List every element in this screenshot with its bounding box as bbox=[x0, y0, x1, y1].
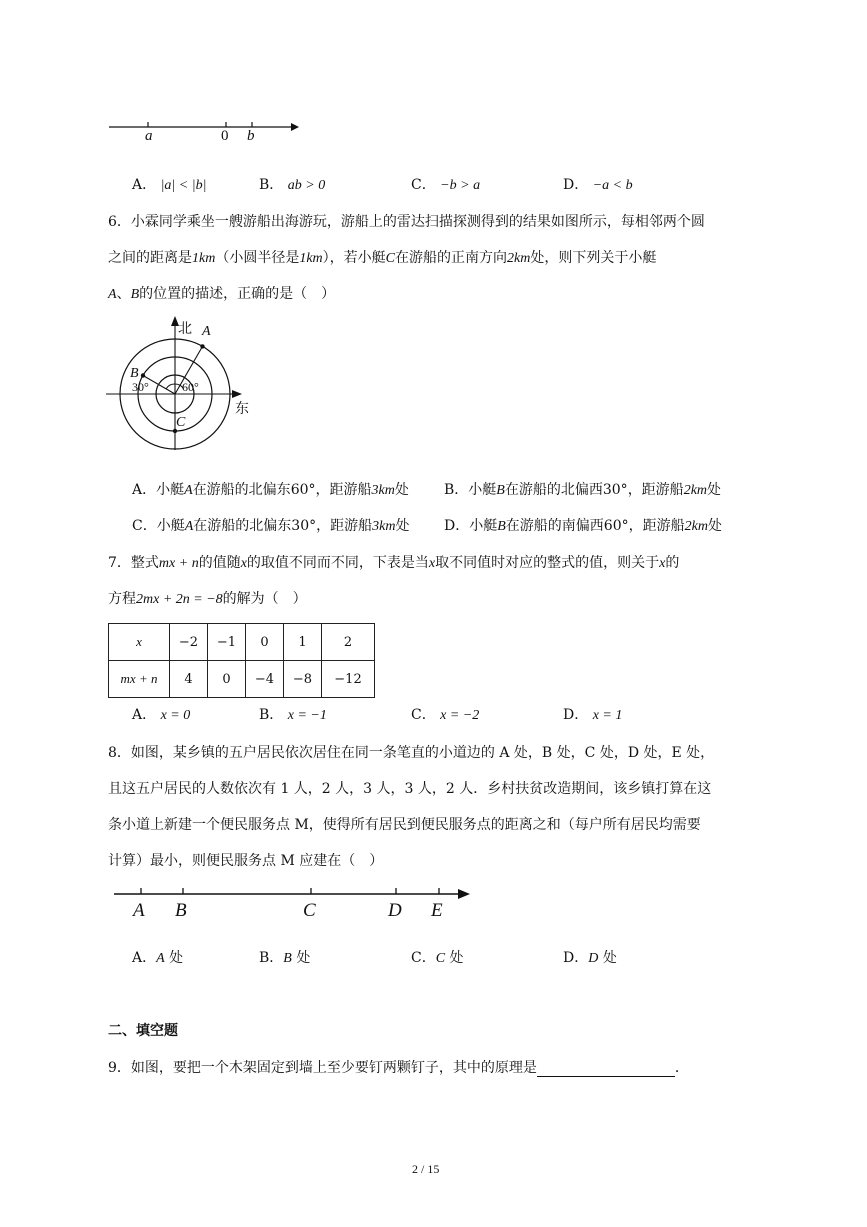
option-expr: ab > 0 bbox=[287, 178, 326, 193]
option-label: B． bbox=[259, 950, 284, 966]
option-text: 在游船的北偏西 bbox=[504, 482, 603, 498]
q8-option-b[interactable] bbox=[259, 947, 310, 967]
option-text: 处 bbox=[394, 482, 409, 498]
option-label: B． bbox=[259, 707, 284, 723]
option-expr: x = −2 bbox=[440, 708, 480, 723]
q8-point-a: A bbox=[133, 900, 145, 921]
table-cell: −8 bbox=[284, 661, 322, 698]
table-cell: −12 bbox=[322, 661, 375, 698]
option-label: C．小艇 bbox=[132, 518, 185, 534]
q6-east-label: 东 bbox=[235, 401, 249, 417]
q6-text: （小圆半径是 bbox=[215, 250, 300, 266]
table-cell: 0 bbox=[246, 624, 284, 661]
q6-line3 bbox=[108, 283, 335, 303]
option-text: 处 bbox=[707, 518, 722, 534]
q6-text: 之间的距离是 bbox=[108, 250, 192, 266]
option-text: 在游船的北偏东 bbox=[192, 482, 291, 498]
q7-text: 7．整式 bbox=[108, 555, 159, 571]
option-suffix: 处 bbox=[169, 950, 184, 966]
option-label: C． bbox=[411, 177, 436, 193]
option-text: 在游船的南偏西 bbox=[505, 518, 604, 534]
q7-expr: mx + n bbox=[158, 556, 199, 571]
option-degree: 30° bbox=[291, 518, 317, 534]
option-distance: 3km bbox=[371, 483, 395, 498]
q7-option-a[interactable] bbox=[132, 704, 190, 724]
option-label: D． bbox=[563, 177, 589, 193]
q7-value-table bbox=[108, 623, 375, 698]
q8-option-c[interactable] bbox=[411, 947, 464, 967]
table-row bbox=[109, 624, 375, 661]
q7-option-b[interactable] bbox=[259, 704, 327, 724]
option-distance: 3km bbox=[372, 519, 396, 534]
option-suffix: 处 bbox=[296, 950, 311, 966]
option-text: ，距游船 bbox=[316, 518, 373, 534]
option-suffix: 处 bbox=[449, 950, 464, 966]
option-text: 在游船的北偏东 bbox=[193, 518, 292, 534]
q7-text: 的 bbox=[665, 555, 680, 571]
q7-text: 取不同值时对应的整式的值，则关于 bbox=[435, 555, 660, 571]
table-cell: 1 bbox=[284, 624, 322, 661]
q7-var: x bbox=[428, 556, 436, 571]
table-cell: 4 bbox=[170, 661, 208, 698]
option-who: B bbox=[497, 519, 506, 534]
option-expr: −b > a bbox=[440, 178, 481, 193]
option-expr: −a < b bbox=[592, 178, 633, 193]
page-number: 2 / 15 bbox=[412, 1162, 440, 1176]
q6-option-c[interactable] bbox=[132, 515, 409, 535]
q6-line1: 6．小霖同学乘坐一艘游船出海游玩，游船上的雷达扫描探测得到的结果如图所示，每相邻两个圆 bbox=[108, 214, 705, 230]
q6-text: 处，则下列关于小艇 bbox=[530, 250, 657, 266]
option-label: A．小艇 bbox=[132, 482, 185, 498]
option-label: A． bbox=[132, 950, 157, 966]
q8-option-d[interactable] bbox=[563, 947, 617, 967]
q6-unit: 1km bbox=[299, 251, 323, 266]
q6-option-b[interactable] bbox=[444, 479, 721, 499]
q6-option-a[interactable] bbox=[132, 479, 409, 499]
q6-var: A bbox=[108, 287, 117, 302]
q6-text: 、 bbox=[116, 286, 131, 302]
option-expr: x = 1 bbox=[592, 708, 623, 723]
q6-text: 在游船的正南方向 bbox=[395, 250, 507, 266]
q5-option-b[interactable] bbox=[259, 174, 325, 194]
option-text: 处 bbox=[707, 482, 722, 498]
option-distance: 2km bbox=[683, 483, 708, 498]
option-text: ，距游船 bbox=[628, 518, 685, 534]
q8-point-e: E bbox=[431, 900, 443, 921]
table-cell: −1 bbox=[208, 624, 246, 661]
q8-point-d: D bbox=[388, 900, 402, 921]
q7-var: x bbox=[240, 556, 247, 571]
option-label: A． bbox=[132, 707, 157, 723]
q6-text: ），若小艇 bbox=[322, 250, 386, 266]
option-expr: x = −1 bbox=[287, 708, 327, 723]
q8-street-line bbox=[108, 884, 473, 904]
option-who: B bbox=[496, 483, 505, 498]
q6-text: 的位置的描述，正确的是（ ） bbox=[139, 286, 336, 302]
q5-option-a[interactable] bbox=[132, 174, 206, 194]
section-title: 二、填空题 bbox=[108, 1023, 178, 1039]
q6-point-b: B bbox=[130, 366, 139, 381]
option-label: B．小艇 bbox=[444, 482, 497, 498]
option-label: A． bbox=[132, 177, 157, 193]
q7-option-d[interactable] bbox=[563, 704, 622, 724]
q7-option-c[interactable] bbox=[411, 704, 479, 724]
q5-label-a: a bbox=[145, 128, 153, 144]
option-label: D． bbox=[563, 950, 589, 966]
option-who: B bbox=[283, 951, 292, 966]
q9-text: 9．如图，要把一个木架固定到墙上至少要钉两颗钉子，其中的原理是 bbox=[108, 1060, 537, 1076]
q5-option-d[interactable] bbox=[563, 174, 633, 194]
option-degree: 30° bbox=[602, 482, 628, 498]
q6-point-c: C bbox=[176, 415, 186, 430]
q5-label-zero: 0 bbox=[221, 128, 229, 144]
option-who: A bbox=[156, 951, 165, 966]
q9-end: ． bbox=[674, 1060, 689, 1076]
option-label: B． bbox=[259, 177, 284, 193]
q9-answer-blank[interactable] bbox=[537, 1062, 675, 1077]
option-label: D．小艇 bbox=[444, 518, 498, 534]
option-suffix: 处 bbox=[602, 950, 617, 966]
q7-text: 的解为（ ） bbox=[222, 591, 307, 607]
q8-line2: 且这五户居民的人数依次有 1 人，2 人，3 人，3 人，2 人．乡村扶贫改造期间，该乡镇打算在这 bbox=[108, 781, 712, 797]
option-degree: 60° bbox=[290, 482, 316, 498]
q7-text: 的取值不同而不同，下表是当 bbox=[246, 555, 429, 571]
option-expr: x = 0 bbox=[160, 708, 191, 723]
option-text: ，距游船 bbox=[627, 482, 684, 498]
option-degree: 60° bbox=[603, 518, 629, 534]
table-header-cell: mx + n bbox=[109, 661, 170, 698]
q7-var: x bbox=[659, 556, 666, 571]
option-text: ，距游船 bbox=[315, 482, 372, 498]
option-distance: 2km bbox=[684, 519, 708, 534]
q8-point-c: C bbox=[303, 900, 316, 921]
q6-angle-right: 60° bbox=[182, 380, 199, 394]
option-label: C． bbox=[411, 950, 436, 966]
table-cell: −4 bbox=[246, 661, 284, 698]
option-label: D． bbox=[563, 707, 589, 723]
q6-var: B bbox=[130, 287, 140, 302]
q6-point-a: A bbox=[202, 324, 211, 339]
q6-var: C bbox=[385, 251, 395, 266]
table-cell: −2 bbox=[170, 624, 208, 661]
q9-line bbox=[108, 1057, 689, 1077]
q8-line1: 8．如图，某乡镇的五户居民依次居住在同一条笔直的小道边的 A 处，B 处，C 处，D 处，E 处， bbox=[108, 745, 715, 761]
table-cell: 2 bbox=[322, 624, 375, 661]
option-expr: |a| < |b| bbox=[160, 178, 207, 193]
q7-text: 的值随 bbox=[198, 555, 241, 571]
q8-option-a[interactable] bbox=[132, 947, 183, 967]
q6-north-label: 北 bbox=[178, 321, 192, 337]
q5-label-b: b bbox=[247, 128, 255, 144]
q6-line2 bbox=[108, 247, 656, 267]
q7-text: 方程 bbox=[108, 591, 136, 607]
option-who: A bbox=[184, 483, 193, 498]
q7-equation: 2mx + 2n = −8 bbox=[136, 592, 223, 607]
q8-point-b: B bbox=[175, 900, 187, 921]
q6-unit: 1km bbox=[192, 251, 216, 266]
q5-number-line bbox=[105, 118, 300, 148]
q5-option-c[interactable] bbox=[411, 174, 480, 194]
table-row bbox=[109, 661, 375, 698]
option-who: A bbox=[184, 519, 194, 534]
option-text: 处 bbox=[395, 518, 410, 534]
q6-unit: 2km bbox=[507, 251, 531, 266]
q7-line2 bbox=[108, 588, 307, 608]
q8-line3: 条小道上新建一个便民服务点 M，使得所有居民到便民服务点的距离之和（每户所有居民均需要 bbox=[108, 817, 701, 833]
q6-option-d[interactable] bbox=[444, 515, 722, 535]
option-label: C． bbox=[411, 707, 436, 723]
q6-angle-left: 30° bbox=[132, 380, 149, 394]
q7-line1 bbox=[108, 552, 679, 572]
option-who: C bbox=[435, 951, 446, 966]
table-cell: 0 bbox=[208, 661, 246, 698]
q8-line4: 计算）最小，则便民服务点 M 应建在（ ） bbox=[108, 853, 384, 869]
table-header-cell: x bbox=[109, 624, 170, 661]
option-who: D bbox=[588, 951, 599, 966]
